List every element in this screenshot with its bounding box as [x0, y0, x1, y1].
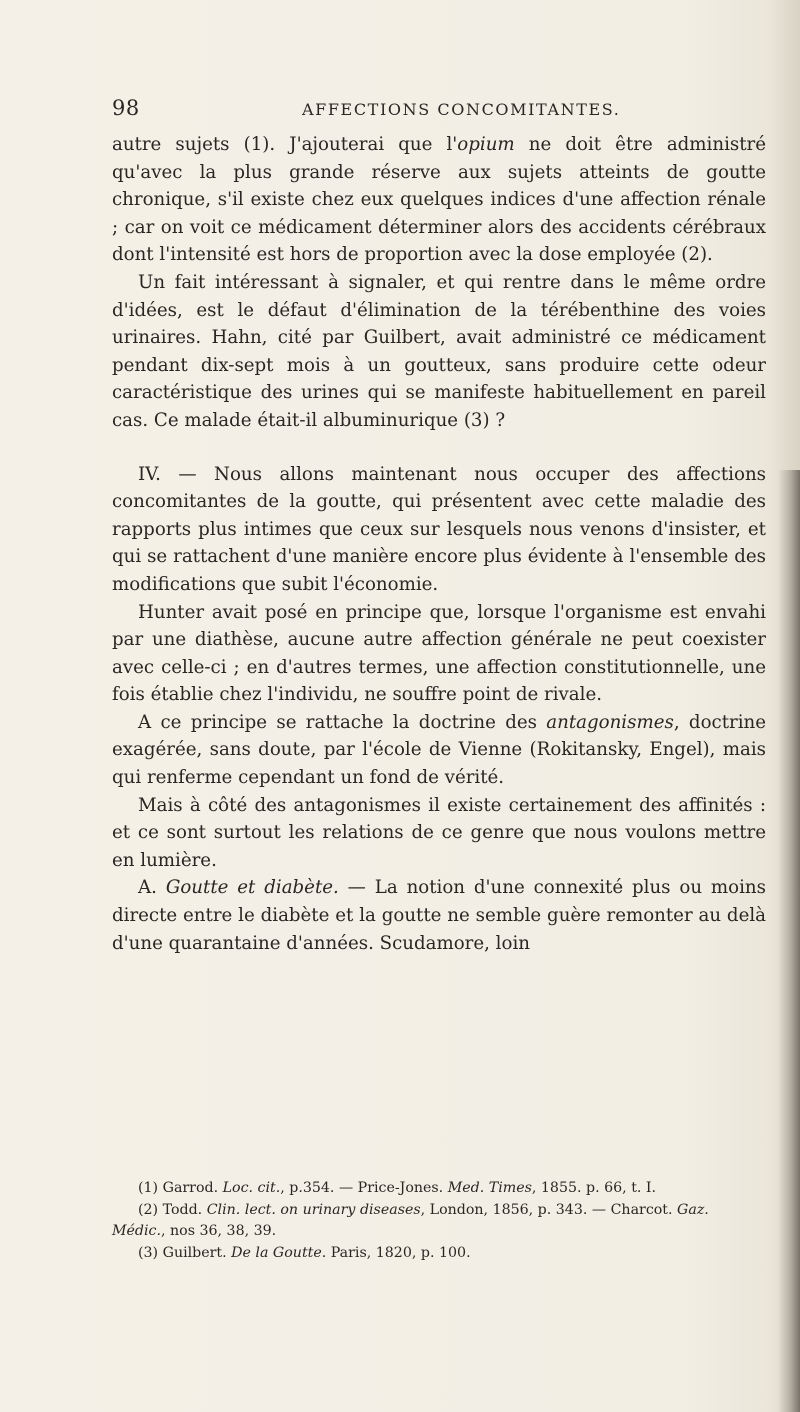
- text-run: ne doit être administré qu'avec la plus grande réserve aux sujets atteints de goutte chronique, s'il existe chez eux quelques indices d'une affection rénale ; car on voit ce médicament déterminer alors des accidents cérébraux dont l'intensité est hors de proportion avec la dose employée (2).: [112, 134, 766, 266]
- paragraph-goutte-diabete: [112, 874, 766, 957]
- italic-term: opium: [457, 134, 515, 155]
- text-run: (3) Guilbert.: [138, 1244, 232, 1261]
- text-run: , doctrine exagérée, sans doute, par l'école de Vienne (Rokitansky, Engel), mais qui renferme cependant un fond de vérité.: [112, 711, 767, 789]
- text-run: . Paris, 1820, p. 100.: [321, 1244, 471, 1261]
- paragraph-terebenthine: Un fait intéressant à signaler, et qui rentre dans le même ordre d'idées, est le défaut d'élimination de la térébenthine des voies urinaires. Hahn, cité par Guilbert, avait administré ce médicament pendant dix-sept mois à un goutteux, sans produire cette odeur caractéristique des urines qui se manifeste habituellement en pareil cas. Ce malade était-il albuminurique (3) ?: [112, 271, 766, 431]
- paragraph-section-iv: IV. — Nous allons maintenant nous occuper des affections concomitantes de la goutte, qui présentent avec cette maladie des rapports plus intimes que ceux sur lesquels nous venons d'insister, et qui se rattachent d'une manière encore plus évidente à l'ensemble des modifications que subit l'économie.: [112, 463, 766, 595]
- running-title: AFFECTIONS CONCOMITANTES.: [302, 100, 621, 119]
- body-text: [112, 131, 766, 957]
- paragraph-hunter: Hunter avait posé en principe que, lorsque l'organisme est envahi par une diathèse, aucune autre affection générale ne peut coexister avec celle-ci ; en d'autres termes, une affection constitutionnelle, une fois établie chez l'individu, ne souffre point de rivale.: [112, 601, 766, 706]
- paragraph-antagonismes: [112, 709, 766, 792]
- italic-ref: Loc. cit.: [222, 1180, 281, 1196]
- italic-ref: Clin. lect. on urinary diseases: [206, 1201, 421, 1218]
- text-run: (1) Garrod.: [138, 1180, 223, 1196]
- footnote-2: [112, 1200, 766, 1243]
- page-edge-shadow: [778, 470, 800, 1412]
- text-run: , p.354. — Price-Jones.: [280, 1180, 448, 1196]
- text-run: , 1855. p. 66, t. I.: [531, 1180, 657, 1196]
- italic-ref: Gaz. Médic.: [112, 1201, 709, 1239]
- page-header: [112, 96, 772, 124]
- text-run: — La notion d'une connexité plus ou moins directe entre le diabète et la goutte ne semble guère remonter au delà d'une quarantaine d'années. Scudamore, loin: [112, 877, 766, 954]
- paragraph-continuation: [112, 131, 766, 269]
- italic-term: antagonismes: [546, 711, 674, 733]
- text-run: , nos 36, 38, 39.: [161, 1223, 277, 1239]
- text-run: A.: [138, 877, 166, 899]
- footnote-3: [112, 1243, 766, 1265]
- text-run: (2) Todd.: [138, 1201, 207, 1218]
- paragraph-affinites: Mais à côté des antagonismes il existe certainement des affinités : et ce sont surtout les relations de ce genre que nous voulons mettre en lumière.: [112, 794, 766, 871]
- italic-ref: Med. Times: [447, 1180, 532, 1196]
- page-number: 98: [112, 96, 140, 120]
- text-run: A ce principe se rattache la doctrine des: [138, 711, 547, 733]
- footnote-1: [112, 1178, 766, 1200]
- subsection-title: Goutte et diabète.: [165, 877, 339, 899]
- text-run: autre sujets (1). J'ajouterai que l': [112, 134, 458, 155]
- italic-ref: De la Goutte: [231, 1244, 322, 1261]
- text-run: , London, 1856, p. 343. — Charcot.: [420, 1201, 678, 1218]
- footnotes: [112, 1178, 766, 1264]
